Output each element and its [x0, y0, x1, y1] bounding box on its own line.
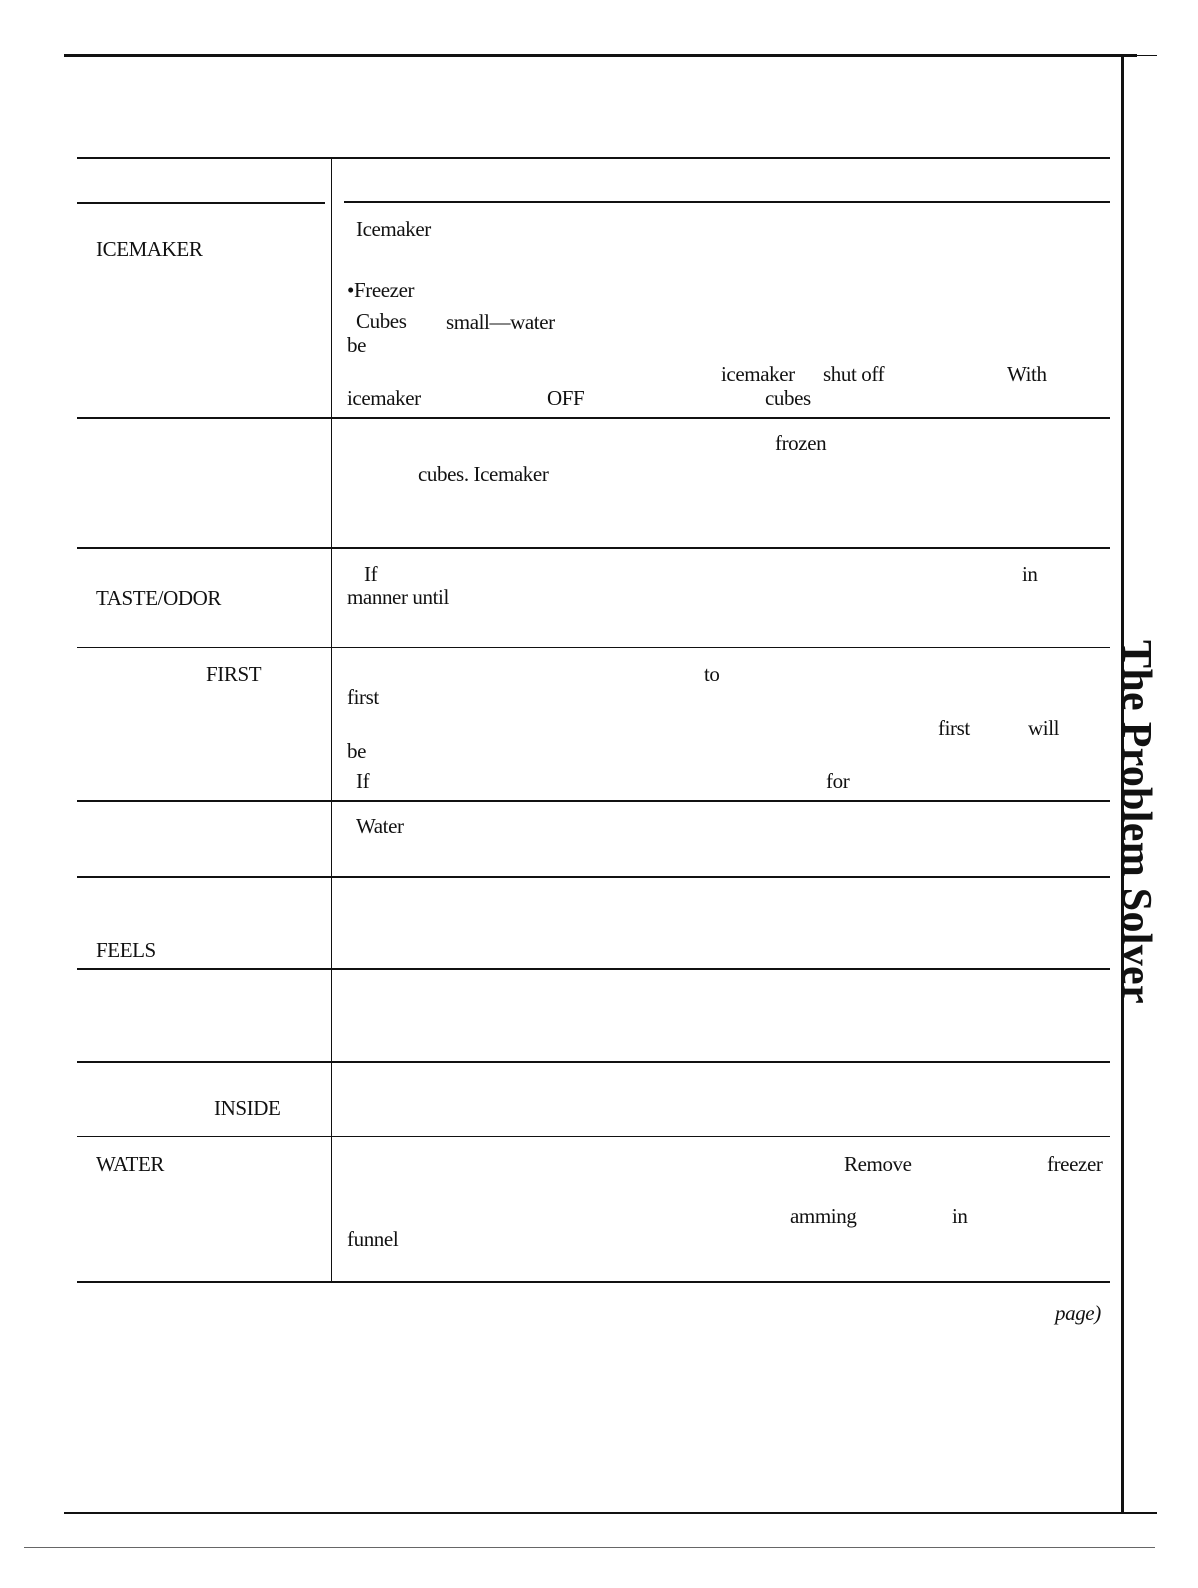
cause-text: to [704, 662, 720, 686]
cause-text: frozen [775, 431, 827, 455]
cause-text: small—water [446, 310, 555, 334]
cause-text: cubes. Icemaker [418, 462, 549, 486]
table-header-top-rule [77, 157, 1110, 159]
side-title: The Problem Solver [1113, 640, 1159, 1004]
cause-text: icemaker [347, 386, 421, 410]
cause-text: OFF [547, 386, 585, 410]
cause-text: Remove [844, 1152, 912, 1176]
row-rule-1 [77, 417, 1110, 419]
cause-text: be [347, 333, 367, 357]
cause-text: Water [356, 814, 404, 838]
row-rule-5 [77, 876, 1110, 878]
problem-label-taste-odor: TASTE/ODOR [96, 586, 221, 610]
bottom-rule-tick [1130, 1512, 1157, 1514]
cause-text: If [364, 562, 378, 586]
cause-text: Cubes [356, 309, 407, 333]
cause-text: icemaker [721, 362, 795, 386]
cause-text: in [1022, 562, 1038, 586]
cause-text: funnel [347, 1227, 399, 1251]
top-rule [64, 54, 1137, 57]
table-column-divider [331, 159, 332, 1283]
row-rule-8 [77, 1136, 1110, 1137]
top-rule-tick [1137, 55, 1157, 56]
row-rule-2 [77, 547, 1110, 549]
cause-text: With [1007, 362, 1047, 386]
problem-label-icemaker: ICEMAKER [96, 237, 203, 261]
cause-text: manner until [347, 585, 449, 609]
row-rule-7 [77, 1061, 1110, 1063]
cause-text: in [952, 1204, 968, 1228]
problem-label-water: WATER [96, 1152, 164, 1176]
problem-label-feels: FEELS [96, 938, 156, 962]
row-rule-3 [77, 647, 1110, 648]
cause-text: first [347, 685, 379, 709]
table-header-left-rule [77, 202, 325, 204]
table-bottom-rule [77, 1281, 1110, 1283]
cause-text: be [347, 739, 367, 763]
cause-text: will [1028, 716, 1060, 740]
cause-text: If [356, 769, 370, 793]
cause-text: freezer [1047, 1152, 1103, 1176]
row-rule-4 [77, 800, 1110, 802]
problem-label-inside: INSIDE [214, 1096, 281, 1120]
cause-text: Icemaker [356, 217, 431, 241]
bottom-rule [64, 1512, 1137, 1514]
cause-text: for [826, 769, 850, 793]
row-rule-6 [77, 968, 1110, 970]
continued-note: page) [1055, 1301, 1101, 1325]
table-header-right-rule [344, 201, 1110, 203]
problem-label-first: FIRST [206, 662, 262, 686]
cause-text: shut off [823, 362, 885, 386]
cause-text: first [938, 716, 970, 740]
cause-text: cubes [765, 386, 811, 410]
page-footer-rule [24, 1547, 1155, 1548]
cause-text: amming [790, 1204, 857, 1228]
cause-text: •Freezer [347, 278, 415, 302]
